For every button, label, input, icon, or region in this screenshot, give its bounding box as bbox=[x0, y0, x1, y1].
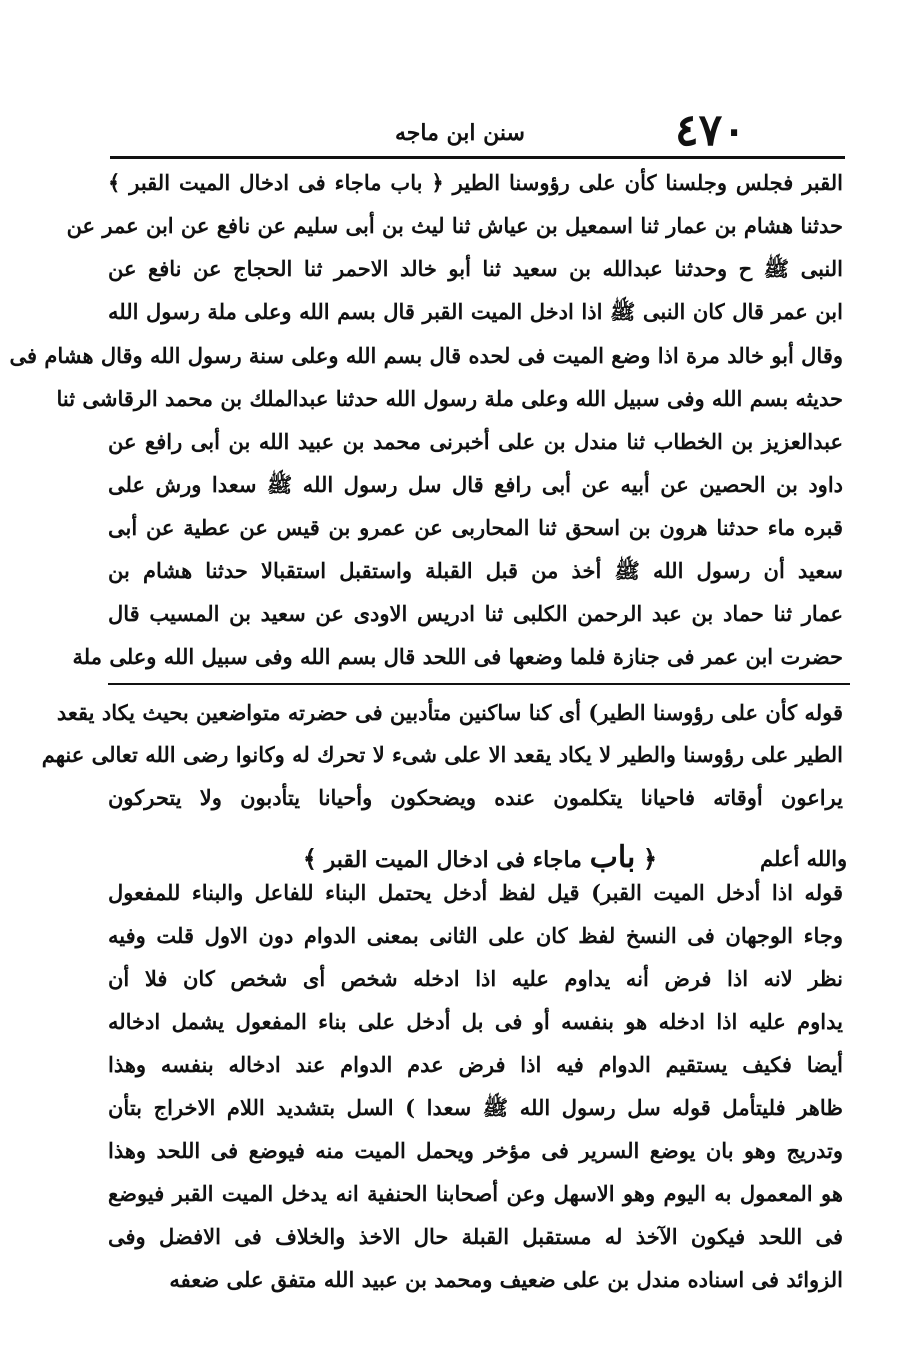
ornament-close: ﴾ bbox=[302, 844, 317, 873]
commentary-line: يراعون أوقاته فاحيانا يتكلمون عنده ويضحكون وأحيانا يتأدبون ولا يتحركون bbox=[108, 785, 843, 810]
text-line: عمار ثنا حماد بن عبد الرحمن الكلبى ثنا ادريس الاودى عن سعيد بن المسيب قال bbox=[108, 601, 843, 626]
text-line: وقال أبو خالد مرة اذا وضع الميت فى لحده قال بسم الله وعلى سنة رسول الله وقال هشام فى bbox=[9, 343, 843, 368]
commentary-line: ظاهر فليتأمل قوله سل رسول الله ﷺ سعدا ) السل بتشديد اللام الاخراج بتأن bbox=[108, 1095, 843, 1120]
chapter-word: باب bbox=[589, 840, 636, 875]
commentary-line: وجاء الوجهان فى النسخ لفظ كان على الثانى بمعنى الدوام دون الاول قلت وفيه bbox=[108, 923, 843, 948]
commentary-line: فى اللحد فيكون الآخذ له مستقبل القبلة حال الاخذ والخلاف فى الافضل وفى bbox=[108, 1224, 843, 1249]
text-line: القبر فجلس وجلسنا كأن على رؤوسنا الطير ﴿ باب ماجاء فى ادخال الميت القبر ﴾ bbox=[108, 170, 843, 195]
running-title: سنن ابن ماجه bbox=[394, 120, 525, 146]
text-line: حضرت ابن عمر فى جنازة فلما وضعها فى اللحد قال بسم الله وفى سبيل الله وعلى ملة bbox=[72, 644, 843, 669]
commentary-line: الزوائد فى اسناده مندل بن على ضعيف ومحمد بن عبيد الله متفق على ضعفه bbox=[169, 1267, 843, 1292]
commentary-line: أيضا فكيف يستقيم الدوام فيه اذا فرض عدم الدوام عند ادخاله بنفسه وهذا bbox=[108, 1052, 843, 1077]
commentary-line: قوله كأن على رؤوسنا الطير) أى كنا ساكنين متأدبين فى حضرته متواضعين بحيث يكاد يقعد bbox=[56, 700, 843, 725]
text-line: النبى ﷺ ح وحدثنا عبدالله بن سعيد ثنا أبو خالد الاحمر ثنا الحجاج عن نافع عن bbox=[108, 256, 843, 281]
commentary-line: قوله اذا أدخل الميت القبر) قيل لفظ أدخل يحتمل البناء للفاعل والبناء للمفعول bbox=[108, 880, 843, 905]
page-number: ٤٧٠ bbox=[675, 105, 746, 156]
text-line: حدثنا هشام بن عمار ثنا اسمعيل بن عياش ثنا ليث بن أبى سليم عن نافع عن ابن عمر عن bbox=[66, 213, 843, 238]
text-line: قبره ماء حدثنا هرون بن اسحق ثنا المحاربى عن عمرو بن قيس عن عطية عن أبى bbox=[108, 515, 843, 540]
text-line: داود بن الحصين عن أبيه عن أبى رافع قال سل رسول الله ﷺ سعدا ورش على bbox=[108, 472, 843, 497]
chapter-title: ماجاء فى ادخال الميت القبر bbox=[324, 847, 582, 873]
ornament-open: ﴿ bbox=[643, 844, 658, 873]
chapter-heading bbox=[180, 840, 780, 880]
text-line: سعيد أن رسول الله ﷺ أخذ من قبل القبلة واستقبل استقبالا حدثنا هشام بن bbox=[108, 558, 843, 583]
commentary-line: الطير على رؤوسنا والطير لا يكاد يقعد الا على شىء لا تحرك له وكانوا رضى الله تعالى عنهم bbox=[41, 742, 843, 767]
header-rule bbox=[110, 156, 845, 159]
commentary-line: وتدريج وهو بان يوضع السرير فى مؤخر ويحمل الميت منه فيوضع فى اللحد وهذا bbox=[108, 1138, 843, 1163]
commentary-line: يداوم عليه اذا ادخله هو بنفسه أو فى بل أدخل على بناء المفعول يشمل ادخاله bbox=[108, 1009, 843, 1034]
text-line: حديثه بسم الله وفى سبيل الله وعلى ملة رسول الله حدثنا عبدالملك بن محمد الرقاشى ثنا bbox=[56, 386, 843, 411]
section-divider bbox=[108, 683, 850, 685]
closing-phrase: والله أعلم bbox=[760, 846, 848, 871]
text-line: ابن عمر قال كان النبى ﷺ اذا ادخل الميت القبر قال بسم الله وعلى ملة رسول الله bbox=[108, 299, 843, 324]
commentary-line: هو المعمول به اليوم وهو الاسهل وعن أصحابنا الحنفية انه يدخل الميت القبر فيوضع bbox=[108, 1181, 843, 1206]
commentary-line: نظر لانه اذا فرض أنه يداوم عليه اذا ادخله شخص أى شخص كان فلا أن bbox=[108, 966, 843, 991]
text-line: عبدالعزيز بن الخطاب ثنا مندل بن على أخبرنى محمد بن عبيد الله بن أبى رافع عن bbox=[108, 429, 843, 454]
